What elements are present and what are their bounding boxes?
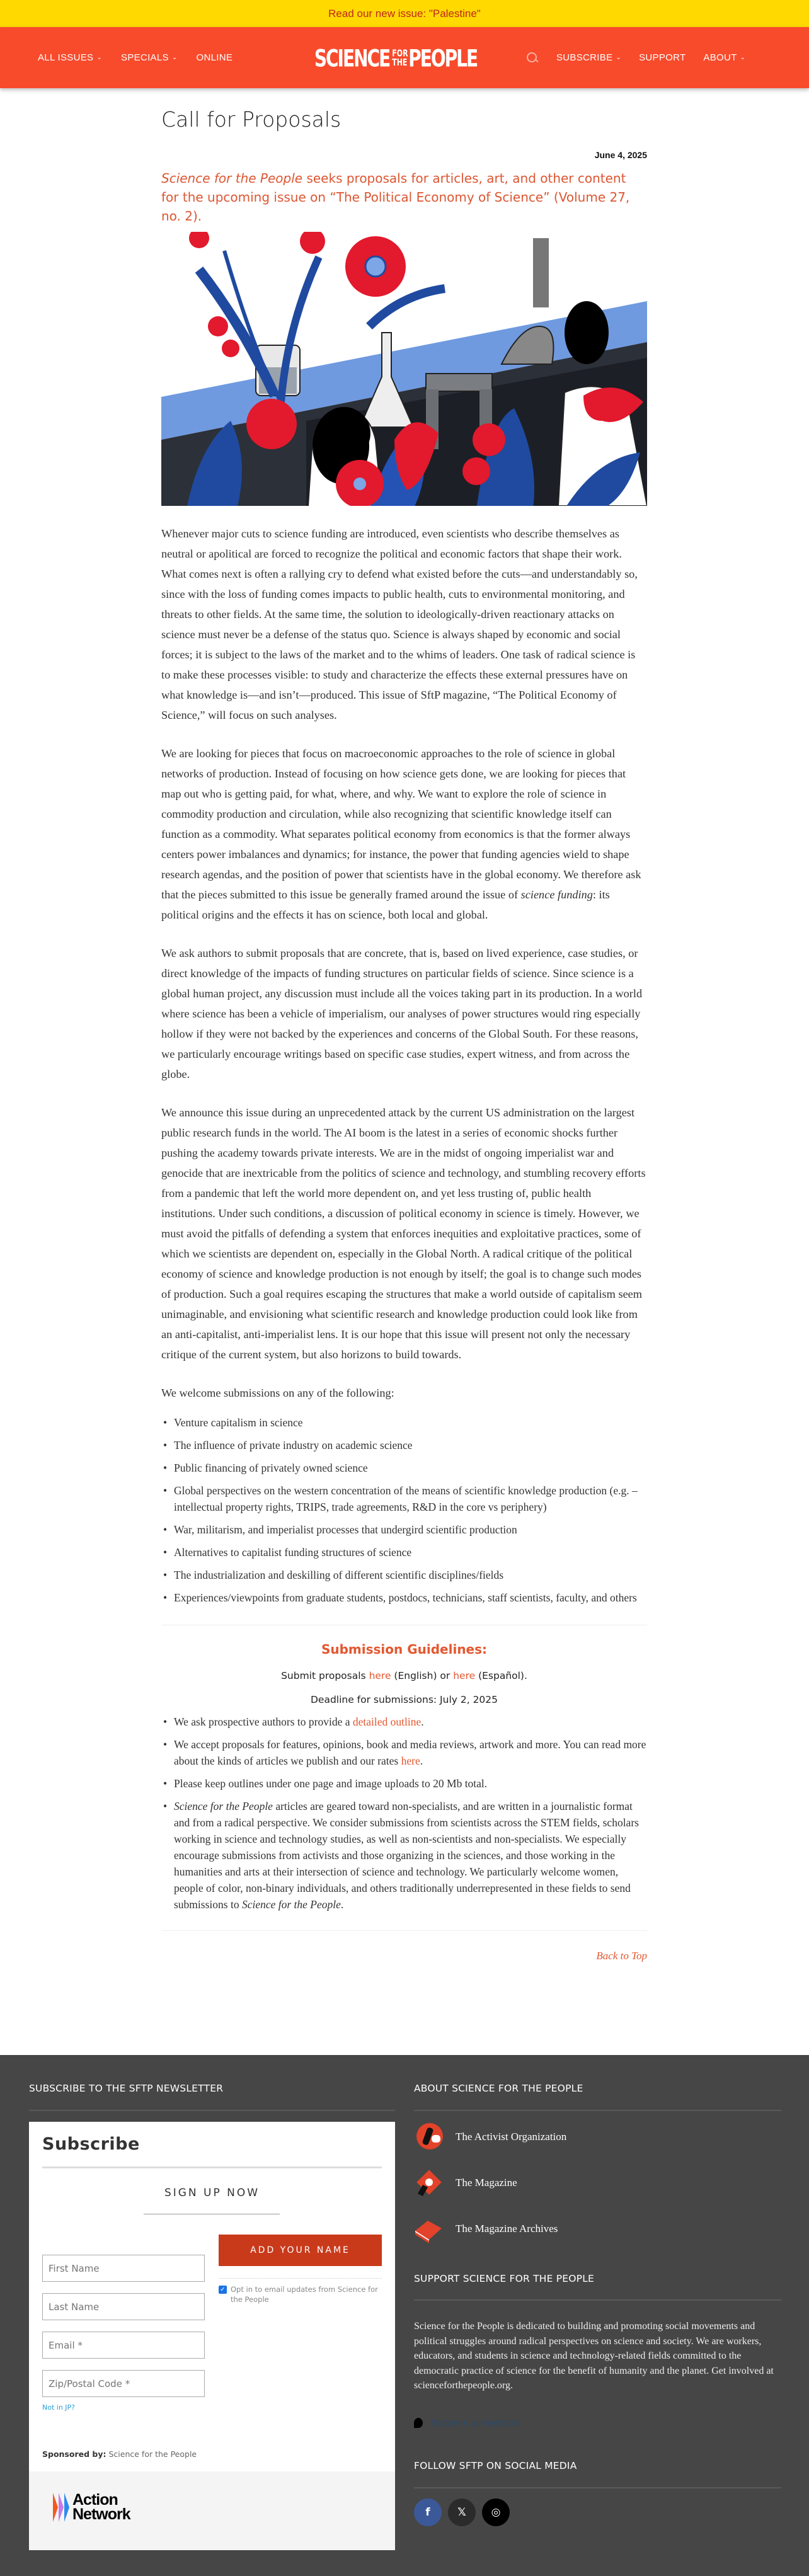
sponsored-label: Sponsored by:: [42, 2449, 106, 2459]
nav-label: ABOUT: [703, 52, 737, 63]
logo-text: FOR THE: [392, 47, 408, 69]
submit-text: (Español).: [475, 1670, 527, 1681]
detailed-outline-link[interactable]: detailed outline: [352, 1715, 422, 1728]
social-heading: FOLLOW SFTP ON SOCIAL MEDIA: [414, 2460, 577, 2471]
magazine-link[interactable]: [414, 2168, 517, 2197]
submit-text: Submit proposals: [281, 1670, 369, 1681]
publish-date: June 4, 2025: [594, 150, 647, 160]
chevron-down-icon: ⌄: [96, 54, 103, 61]
list-item: • Please keep outlines under one page and image uploads to 20 Mb total.: [161, 1775, 647, 1792]
deadline: Deadline for submissions: July 2, 2025: [310, 1694, 498, 1705]
logo-text: PEOPLE: [408, 43, 478, 72]
guidelines-list: [161, 1714, 647, 1913]
add-your-name-button[interactable]: ADD YOUR NAME: [219, 2235, 382, 2266]
list-item: • The industrialization and deskilling of different scientific disciplines/fields: [161, 1567, 647, 1583]
sponsored-by: [42, 2449, 197, 2459]
nav-label: ALL ISSUES: [38, 52, 94, 63]
form-title: Subscribe: [42, 2134, 140, 2154]
search-icon[interactable]: [526, 52, 539, 64]
email-input[interactable]: [42, 2332, 205, 2359]
submit-line: [161, 1668, 647, 1683]
paragraph: We ask authors to submit proposals that are concrete, that is, based on lived experience, case studies, or direct knowledge of the impacts of funding structures on particular fields of science. Since science is a global human project, any discussion must include all the voices taking part in its production. In a world where science has been a vehicle of imperialism, our analyses of power structures would ring especially hollow if they were not backed by the experiences and concerns of the Global South. For these reasons, we particularly encourage writings based on specific case studies, expert witness, and from across the globe.: [161, 947, 643, 1080]
article-intro: [161, 169, 647, 226]
nav-label: SUBSCRIBE: [556, 52, 613, 63]
opt-in-label: Opt in to email updates from Science for the People: [231, 2285, 378, 2304]
nav-label: ONLINE: [196, 52, 233, 63]
topics-list: [161, 1414, 647, 1606]
intro-text: seeks proposals for articles, art, and other content for the upcoming issue on “The Political Economy of Science” (Volume 27, no. 2).: [161, 171, 630, 224]
nav-label: SUPPORT: [639, 52, 686, 63]
paragraph: [161, 743, 647, 925]
nav-online[interactable]: [196, 52, 232, 63]
instagram-icon[interactable]: ◎: [482, 2499, 510, 2526]
link-label: The Magazine Archives: [456, 2223, 558, 2235]
support-text: Science for the People is dedicated to building and promoting social movements and political struggles around radical perspectives on science and society. We are workers, educators, and students in science and technology-related fields committed to the democratic practice of science for the benefit of humanity and the planet. Get involved at scienceforthepeople.org.: [414, 2321, 774, 2391]
submit-text: (English) or: [391, 1670, 454, 1681]
item-text: We accept proposals for features, opinions, book and media reviews, artwork and more. You can read more about the kinds of articles we publish and our rates: [174, 1738, 646, 1767]
nav-about[interactable]: [703, 52, 745, 63]
become-member-link[interactable]: [414, 2417, 520, 2429]
opt-in-checkbox[interactable]: ✓: [219, 2286, 227, 2294]
nav-label: SPECIALS: [121, 52, 169, 63]
action-network-logo[interactable]: [53, 2493, 130, 2522]
opt-in: [219, 2284, 382, 2304]
first-name-input[interactable]: [42, 2255, 205, 2282]
guidelines-heading: Submission Guidelines:: [321, 1642, 488, 1657]
chevrons-icon: [53, 2493, 71, 2522]
announcement-bar[interactable]: [0, 0, 809, 27]
support-heading: SUPPORT SCIENCE FOR THE PEOPLE: [414, 2273, 595, 2284]
nav-specials[interactable]: [121, 52, 177, 63]
list-item: • Venture capitalism in science: [161, 1414, 647, 1431]
fist-icon: [414, 2122, 443, 2151]
newsletter-form: [29, 2122, 395, 2550]
social-links: [414, 2499, 510, 2526]
magazine-icon: [414, 2168, 443, 2197]
submit-english-link[interactable]: here: [369, 1670, 391, 1681]
divider: [219, 2278, 382, 2279]
paragraph: Whenever major cuts to science funding are introduced, even scientists who describe themselves as neutral or apolitical are forced to recognize the political and economic factors that shape their work. What comes next is often a rallying cry to defend what existed before the cuts—and understandably so, since with the loss of funding comes impacts to public health, cuts to environmental monitoring, and threats to other fields. At the same time, the solution to ideologically-driven reactionary attacks on science must never be a defense of the status quo. Science is always shaped by economic and social forces; it is subject to the laws of the market and to the whims of leaders. One task of radical science is to make these processes visible: to study and characterize the effects these external pressures have on what knowledge is—and isn’t—produced. This issue of SftP magazine, “The Political Economy of Science,” will focus on such analyses.: [161, 527, 638, 721]
paragraph-emphasis: science funding: [520, 888, 593, 901]
list-item: • The influence of private industry on academic science: [161, 1437, 647, 1453]
site-footer: [0, 2055, 809, 2576]
site-header: [0, 27, 809, 88]
activist-organization-link[interactable]: [414, 2122, 566, 2151]
list-item: • Global perspectives on the western concentration of the means of scientific knowledge production (e.g. – intellectual property rights, TRIPS, trade agreements, R&D in the core vs periphery): [161, 1482, 647, 1515]
chevron-down-icon: ⌄: [171, 54, 178, 61]
site-logo[interactable]: [314, 31, 478, 84]
hero-illustration: [161, 232, 647, 506]
magazine-archives-link[interactable]: [414, 2214, 558, 2243]
x-icon[interactable]: 𝕏: [448, 2499, 476, 2526]
logo-text: Network: [72, 2505, 130, 2523]
signup-heading: SIGN UP NOW: [164, 2187, 260, 2199]
last-name-input[interactable]: [42, 2293, 205, 2320]
nav-all-issues[interactable]: [38, 52, 102, 63]
divider: [161, 1930, 647, 1931]
paragraph: We welcome submissions on any of the following:: [161, 1387, 394, 1399]
rates-link[interactable]: here: [401, 1755, 420, 1767]
member-label: Become a member: [430, 2417, 520, 2429]
books-icon: [414, 2214, 443, 2243]
back-to-top-link[interactable]: [161, 1946, 647, 1966]
link-label: The Activist Organization: [456, 2131, 567, 2143]
item-text: We ask prospective authors to provide a: [174, 1715, 353, 1728]
item-text: .: [340, 1898, 344, 1911]
nav-left: [38, 27, 232, 88]
chevron-down-icon: ⌄: [616, 54, 622, 61]
list-item: • Experiences/viewpoints from graduate students, postdocs, technicians, staff scientists, faculty, and others: [161, 1589, 647, 1606]
article-body: [161, 524, 647, 1966]
item-emphasis: Science for the People: [174, 1800, 273, 1812]
submit-spanish-link[interactable]: here: [453, 1670, 476, 1681]
not-in-country-link[interactable]: Not in JP?: [42, 2403, 76, 2412]
list-item: [161, 1736, 647, 1769]
list-item: [161, 1714, 647, 1730]
divider: [42, 2167, 382, 2168]
chevron-down-icon: ⌄: [740, 54, 746, 61]
item-text: .: [420, 1755, 423, 1767]
page-title: Call for Proposals: [161, 107, 341, 132]
item-text: .: [421, 1715, 424, 1728]
nav-subscribe[interactable]: [556, 52, 621, 63]
patreon-icon: [414, 2418, 423, 2428]
zip-input[interactable]: [42, 2370, 205, 2397]
list-item: • War, militarism, and imperialist processes that undergird scientific production: [161, 1521, 647, 1538]
back-to-top-text[interactable]: Back to Top: [596, 1950, 647, 1962]
paragraph-text: : its political origins and the effects it has on science, both local and global.: [161, 888, 610, 921]
facebook-icon[interactable]: f: [414, 2499, 442, 2526]
paragraph: We announce this issue during an unprecedented attack by the current US administration on the largest public research funds in the world. The AI boom is the latest in a series of economic shocks further pushing the academy towards private interests. We are in the midst of ongoing imperialist war and genocide that are inextricable from the politics of science and technology, and stumbling recovery efforts from a pandemic that left the world more dependent on, and yet less trusting of, public health institutions. Under such conditions, a discussion of political economy in science is timely. However, we must avoid the pitfalls of defending a system that enforces inequities and exploitative practices, some of which we scientists are dependent on, especially in the Global North. A radical critique of the political economy of science and knowledge production is not enough by itself; the goal is to change such modes of production. Such a goal requires escaping the structures that make a world outside of capitalism seem unimaginable, and envisioning what scientific research and knowledge production could look like from an anti-capitalist, anti-imperialist lens. It is our hope that this issue will present not only the necessary critique of the current system, but also horizons to build towards.: [161, 1106, 646, 1361]
sponsor-name: Science for the People: [108, 2449, 197, 2459]
logo-text: SCIENCE: [314, 43, 390, 72]
nav-support[interactable]: [639, 52, 686, 63]
announcement-link[interactable]: Read our new issue: "Palestine": [328, 7, 481, 20]
about-heading: ABOUT SCIENCE FOR THE PEOPLE: [414, 2083, 583, 2094]
paragraph-text: We are looking for pieces that focus on macroeconomic approaches to the role of science in global networks of production. Instead of focusing on how science gets done, we are looking for pieces that map out who is getting paid, for what, where, and why. We want to explore the role of science in commodity production and circulation, while also recognizing that scientific knowledge itself can function as a commodity. What separates political economy from economics is that the former always centers power imbalances and dynamics; for instance, the power that funding agencies wield to shape research agendas, and the position of power that scientists have in the global economy. We therefore ask that the pieces submitted to this issue be generally framed around the issue of: [161, 747, 641, 901]
divider: [29, 2110, 395, 2111]
divider: [414, 2299, 781, 2301]
item-emphasis: Science for the People: [241, 1898, 341, 1911]
list-item: [161, 1798, 647, 1913]
divider: [414, 2487, 781, 2488]
logo-text: Action: [72, 2491, 118, 2509]
list-item: • Alternatives to capitalist funding structures of science: [161, 1544, 647, 1560]
divider: [414, 2110, 781, 2111]
nav-right: [526, 27, 745, 88]
provider-panel: [29, 2471, 395, 2550]
link-label: The Magazine: [456, 2177, 517, 2189]
list-item: • Public financing of privately owned science: [161, 1460, 647, 1476]
newsletter-heading: SUBSCRIBE TO THE SFTP NEWSLETTER: [29, 2083, 224, 2094]
intro-italic: Science for the People: [161, 171, 303, 186]
item-text: articles are geared toward non-specialists, and are written in a journalistic format and from a radical perspective. We consider submissions from scientists across the STEM fields, scholars working in science and technology studies, as well as non-scientists and non-specialists. We especially encourage submissions from activists and those organizing in the sciences, and those working in the humanities and arts at their intersection of science and technology. We particularly welcome women, people of color, non-binary individuals, and others traditionally underrepresented in these fields to send submissions to: [174, 1800, 639, 1911]
